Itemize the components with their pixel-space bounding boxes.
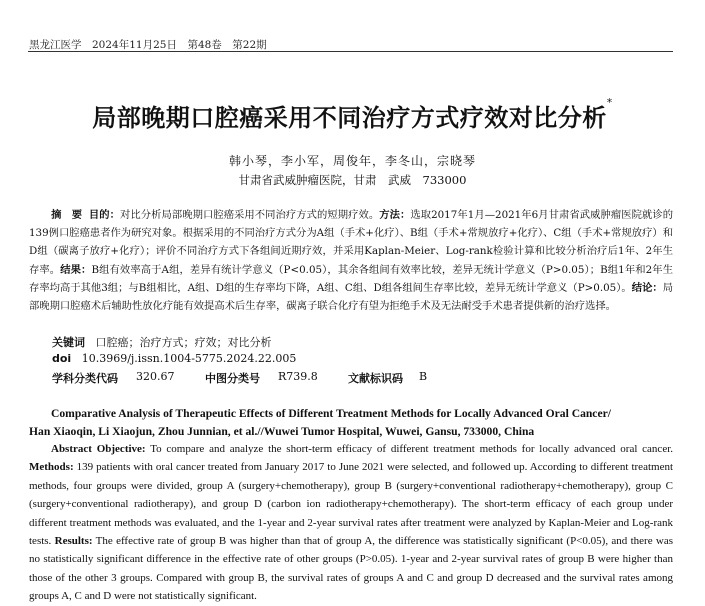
en-objective-text: To compare and analyze the short-term efficacy of different treatment methods for locally advanced oral cancer.	[150, 443, 674, 455]
doc-code-label: 文献标识码	[348, 372, 403, 385]
english-title-block	[29, 405, 675, 441]
methods-text: 选取2017年1月—2021年6月甘肃省武威肿瘤医院就诊的139例口腔癌患者作为研究对象。根据采用的不同治疗方式分为A组（手术+化疗）、B组（手术+常规放疗+化疗）、C组（手术+常规放疗）和D组（碳离子放疗+化疗）；评价不同治疗方式下各组间近期疗效，并采用Kaplan-Meier、Log-rank检验计算和比较分析治疗后1年、2年生存率。	[29, 209, 674, 276]
doc-code-value: B	[419, 370, 428, 383]
journal-header: 黑龙江医学 2024年11月25日 第48卷 第22期	[29, 39, 267, 51]
objective-label: 目的：	[88, 209, 120, 221]
english-abstract	[29, 440, 673, 606]
doi-label: doi	[52, 352, 72, 365]
title-footnote-mark: *	[606, 96, 613, 109]
subject-code-value: 320.67	[136, 370, 175, 383]
conclusion-text: 局部晚期口腔癌术后辅助性放化疗能有效提高术后生存率，碳离子联合化疗有望为拒绝手术及无法耐受手术患者提供新的治疗选择。	[29, 281, 673, 313]
clc-label: 中图分类号	[205, 372, 260, 385]
doi-value[interactable]: 10.3969/j.issn.1004-5775.2024.22.005	[81, 352, 297, 365]
affiliation: 甘肃省武威肿瘤医院，甘肃 武威 733000	[238, 173, 467, 187]
english-authors: Han Xiaoqin, Li Xiaojun, Zhou Junnian, et al.//Wuwei Tumor Hospital, Wuwei, Gansu, 733000, China	[29, 425, 535, 438]
article-title-text: 局部晚期口腔癌采用不同治疗方式疗效对比分析	[92, 104, 607, 132]
subject-code-label: 学科分类代码	[52, 372, 118, 385]
abstract-label: 摘 要	[51, 209, 83, 221]
authors: 韩小琴，李小军，周俊年，李冬山，宗晓琴	[228, 154, 476, 168]
en-methods-text: 139 patients with oral cancer treated from January 2017 to June 2021 were selected, and followed up. According to different treatment methods, four groups were divided, group A (surgery+chemotherapy), group B (surgery+conventional radiotherapy+chemotherapy), group C (surgery+conventional radiotherapy), and group D (carbon ion radiotherapy+chemotherapy). The short-term efficacy of each group under different treatment methods was evaluated, and the 1-year and 2-year survival rates after treatment were analyzed by Kaplan-Meier and Log-rank tests.	[29, 461, 674, 548]
en-objective-label: Abstract Objective:	[51, 443, 146, 455]
results-label: 结果：	[60, 263, 92, 276]
chinese-abstract	[29, 206, 673, 315]
objective-text: 对比分析局部晚期口腔癌采用不同治疗方式的短期疗效。	[120, 209, 380, 221]
methods-label: 方法：	[379, 209, 411, 221]
keywords-label: 关键词	[52, 336, 85, 349]
conclusion-label: 结论：	[631, 281, 663, 294]
en-methods-label: Methods:	[29, 461, 74, 474]
keywords-line	[52, 334, 272, 350]
keywords-value: 口腔癌；治疗方式；疗效；对比分析	[95, 336, 272, 349]
clc-value: R739.8	[278, 370, 318, 383]
en-results-label: Results:	[54, 535, 93, 548]
en-results-text: The effective rate of group B was higher than that of group A, the difference was statistically significant (P<0.05), and there was no statistically significant difference in the effective rate of other groups (P>0.05). 1-year and 2-year survival rates of group B were higher than those of the other 3 groups. Compared with group B, the survival rates of groups A and C and group D decreased and the survival rates among groups A, C and D were not statistically significant.	[29, 535, 673, 603]
doi-line	[52, 352, 296, 365]
english-title: Comparative Analysis of Therapeutic Effects of Different Treatment Methods for Locally Advanced Oral Cancer/	[51, 407, 611, 420]
header-rule	[28, 51, 673, 52]
classification-line	[52, 370, 672, 386]
results-text: B组有效率高于A组，差异有统计学意义（P<0.05），其余各组间有效率比较，差异无统计学意义（P>0.05）；B组1年和2年生存率均高于其他3组；与B组相比，A组、D组的生存率均下降，A组、C组、D组各组间生存率比较，差异无统计学意义（P>0.05）。	[29, 263, 673, 294]
article-title	[0, 98, 705, 133]
